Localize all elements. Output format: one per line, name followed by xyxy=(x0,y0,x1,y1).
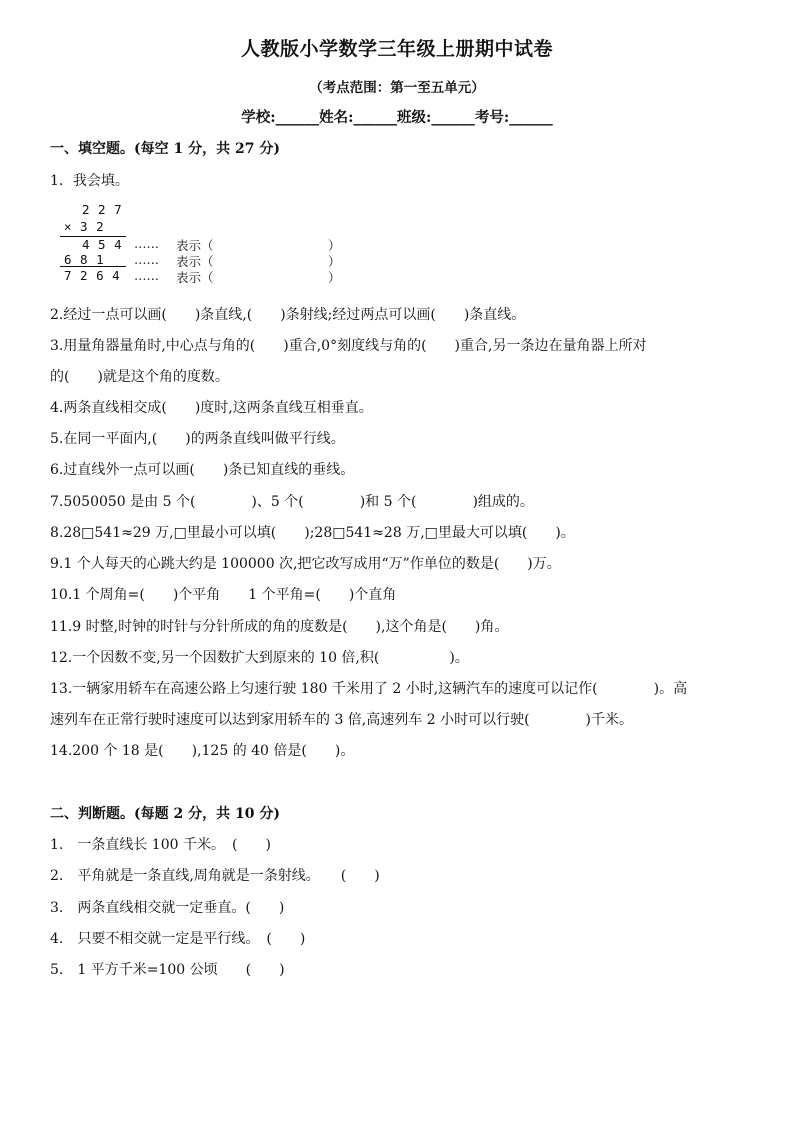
calc-partial-1: 4 5 4 xyxy=(82,237,123,252)
question-7: 7.5050050 是由 5 个( )、5 个( )和 5 个( )组成的。 xyxy=(50,494,534,510)
section-fill-blanks-heading: 一、填空题。(每空 1 分，共 27 分) xyxy=(50,141,280,157)
question-12: 12.一个因数不变,另一个因数扩大到原来的 10 倍,积( )。 xyxy=(50,650,469,666)
calc-rule-bottom xyxy=(60,266,126,267)
tf-question-2: 2. 平角就是一条直线,周角就是一条射线。 ( ) xyxy=(50,868,380,884)
tf-question-1: 1. 一条直线长 100 千米。 ( ) xyxy=(50,837,271,853)
question-9: 9.1 个人每天的心跳大约是 100000 次,把它改写成用“万”作单位的数是( )万。 xyxy=(50,556,561,572)
calc-multiplier: × 3 2 xyxy=(64,219,105,234)
tf-question-3: 3. 两条直线相交就一定垂直。( ) xyxy=(50,900,285,916)
question-2: 2.经过一点可以画( )条直线,( )条射线;经过两点可以画( )条直线。 xyxy=(50,307,526,323)
calc-dots-2: …… xyxy=(134,252,159,267)
calc-answer-1-close[interactable]: ） xyxy=(328,238,341,253)
question-13-line-1: 13.一辆家用轿车在高速公路上匀速行驶 180 千米用了 2 小时,这辆汽车的速度可以记作( )。高 xyxy=(50,681,688,697)
calc-multiplicand: 2 2 7 xyxy=(82,202,123,217)
calc-label-3: 表示（ xyxy=(176,270,214,285)
exam-title: 人教版小学数学三年级上册期中试卷 xyxy=(240,38,553,60)
calc-label-1: 表示（ xyxy=(176,238,214,253)
calc-dots-1: …… xyxy=(134,236,159,251)
calc-answer-2-close[interactable]: ） xyxy=(328,254,341,269)
calc-partial-2: 6 8 1 xyxy=(64,252,105,267)
tf-question-5: 5. 1 平方千米=100 公顷 ( ) xyxy=(50,962,285,978)
exam-scope: （考点范围：第一至五单元） xyxy=(309,80,485,96)
calc-product: 7 2 6 4 xyxy=(64,268,121,283)
calc-label-2: 表示（ xyxy=(176,254,214,269)
question-4: 4.两条直线相交成( )度时,这两条直线互相垂直。 xyxy=(50,400,373,416)
question-5: 5.在同一平面内,( )的两条直线叫做平行线。 xyxy=(50,431,345,447)
question-8: 8.28□541≈29 万,□里最小可以填( );28□541≈28 万,□里最大可以填( )。 xyxy=(50,525,575,541)
question-14: 14.200 个 18 是( ),125 的 40 倍是( )。 xyxy=(50,743,355,759)
question-3-line-2: 的( )就是这个角的度数。 xyxy=(50,369,229,385)
question-3-line-1: 3.用量角器量角时,中心点与角的( )重合,0°刻度线与角的( )重合,另一条边在量角器上所对 xyxy=(50,338,647,354)
calc-answer-3-close[interactable]: ） xyxy=(328,270,341,285)
student-info-line: 学校:______姓名:______班级:______考号:______ xyxy=(241,109,553,126)
section-true-false-heading: 二、判断题。(每题 2 分，共 10 分) xyxy=(50,806,280,822)
question-1-title: 1．我会填。 xyxy=(50,173,129,189)
question-6: 6.过直线外一点可以画( )条已知直线的垂线。 xyxy=(50,462,355,478)
question-10: 10.1 个周角=( )个平角 1 个平角=( )个直角 xyxy=(50,587,397,603)
calc-dots-3: …… xyxy=(134,268,159,283)
question-11: 11.9 时整,时钟的时针与分针所成的角的度数是( ),这个角是( )角。 xyxy=(50,619,509,635)
question-13-line-2: 速列车在正常行驶时速度可以达到家用轿车的 3 倍,高速列车 2 小时可以行驶( )千米。 xyxy=(50,712,633,728)
tf-question-4: 4. 只要不相交就一定是平行线。 ( ) xyxy=(50,931,306,947)
